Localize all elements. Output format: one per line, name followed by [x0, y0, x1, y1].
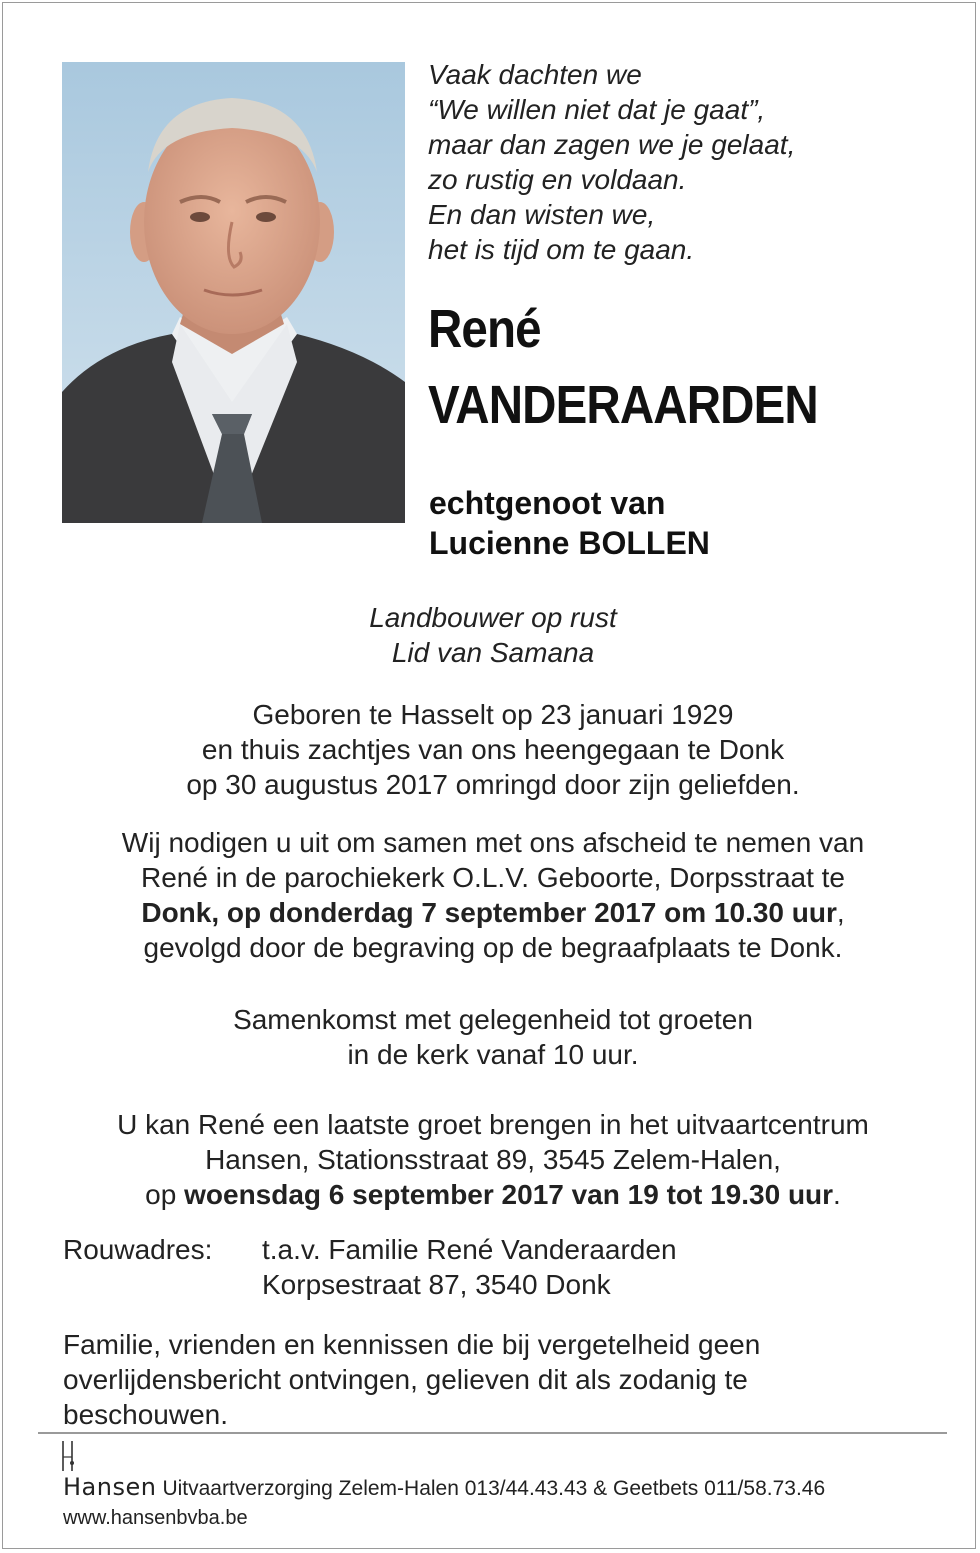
poem-line: zo rustig en voldaan. — [428, 164, 687, 195]
divider — [38, 1432, 947, 1434]
visit-line — [43, 1177, 943, 1212]
invitation-line: Wij nodigen u uit om samen met ons afscheid te nemen van — [121, 827, 865, 858]
poem-line: maar dan zagen we je gelaat, — [428, 129, 796, 160]
family-note-line: overlijdensbericht ontvingen, gelieven dit als zodanig te — [63, 1364, 748, 1395]
birth-death-line: op 30 augustus 2017 omringd door zijn geliefden. — [186, 769, 800, 800]
first-name: René — [428, 299, 541, 359]
family-note-line: Familie, vrienden en kennissen die bij vergetelheid geen — [63, 1329, 761, 1360]
mourning-address-line: Korpsestraat 87, 3540 Donk — [262, 1269, 611, 1300]
visit-date: woensdag 6 september 2017 van 19 tot 19.30 uur — [184, 1179, 834, 1210]
spouse-relation: echtgenoot van — [429, 485, 666, 521]
visit — [43, 1107, 943, 1212]
invitation-line: gevolgd door de begraving op de begraafplaats te Donk. — [143, 932, 843, 963]
poem-line: het is tijd om te gaan. — [428, 234, 695, 265]
family-note-line: beschouwen. — [63, 1399, 229, 1430]
title-line: Landbouwer op rust — [369, 602, 617, 633]
deceased-name — [428, 291, 903, 443]
poem-line: “We willen niet dat je gaat”, — [428, 94, 766, 125]
obituary-card — [2, 2, 976, 1549]
poem — [428, 57, 948, 267]
gathering-line: in de kerk vanaf 10 uur. — [347, 1039, 639, 1070]
funeral-home-info — [63, 1473, 825, 1503]
birth-death-line: Geboren te Hasselt op 23 januari 1929 — [252, 699, 734, 730]
funeral-home-website[interactable]: www.hansenbvba.be — [63, 1507, 248, 1529]
invitation-line — [43, 895, 943, 930]
visit-prefix: op — [145, 1179, 185, 1210]
mourning-address-label: Rouwadres: — [63, 1234, 213, 1265]
punctuation: . — [833, 1179, 841, 1210]
invitation-line: René in de parochiekerk O.L.V. Geboorte, Dorpsstraat te — [140, 862, 846, 893]
last-name: VANDERAARDEN — [428, 375, 818, 435]
titles — [43, 600, 943, 670]
birth-death-line: en thuis zachtjes van ons heengegaan te Donk — [201, 734, 785, 765]
family-note — [63, 1327, 903, 1432]
gathering — [43, 1002, 943, 1072]
visit-line: Hansen, Stationsstraat 89, 3545 Zelem-Halen, — [205, 1144, 781, 1175]
poem-line: Vaak dachten we — [428, 59, 642, 90]
gathering-line: Samenkomst met gelegenheid tot groeten — [233, 1004, 753, 1035]
mourning-address-line: t.a.v. Familie René Vanderaarden — [262, 1234, 677, 1265]
poem-line: En dan wisten we, — [428, 199, 656, 230]
funeral-home-brand: Hansen — [63, 1473, 157, 1501]
spouse-name: Lucienne BOLLEN — [429, 525, 710, 561]
portrait-photo — [62, 62, 405, 523]
spouse-info — [429, 483, 949, 563]
visit-line: U kan René een laatste groet brengen in het uitvaartcentrum — [117, 1109, 869, 1140]
funeral-home-details: Uitvaartverzorging Zelem-Halen 013/44.43.43 & Geetbets 011/58.73.46 — [162, 1477, 826, 1500]
punctuation: , — [836, 897, 845, 928]
birth-death — [43, 697, 943, 802]
invitation — [43, 825, 943, 965]
title-line: Lid van Samana — [391, 637, 595, 668]
funeral-date: Donk, op donderdag 7 september 2017 om 10.30 uur — [141, 897, 837, 928]
